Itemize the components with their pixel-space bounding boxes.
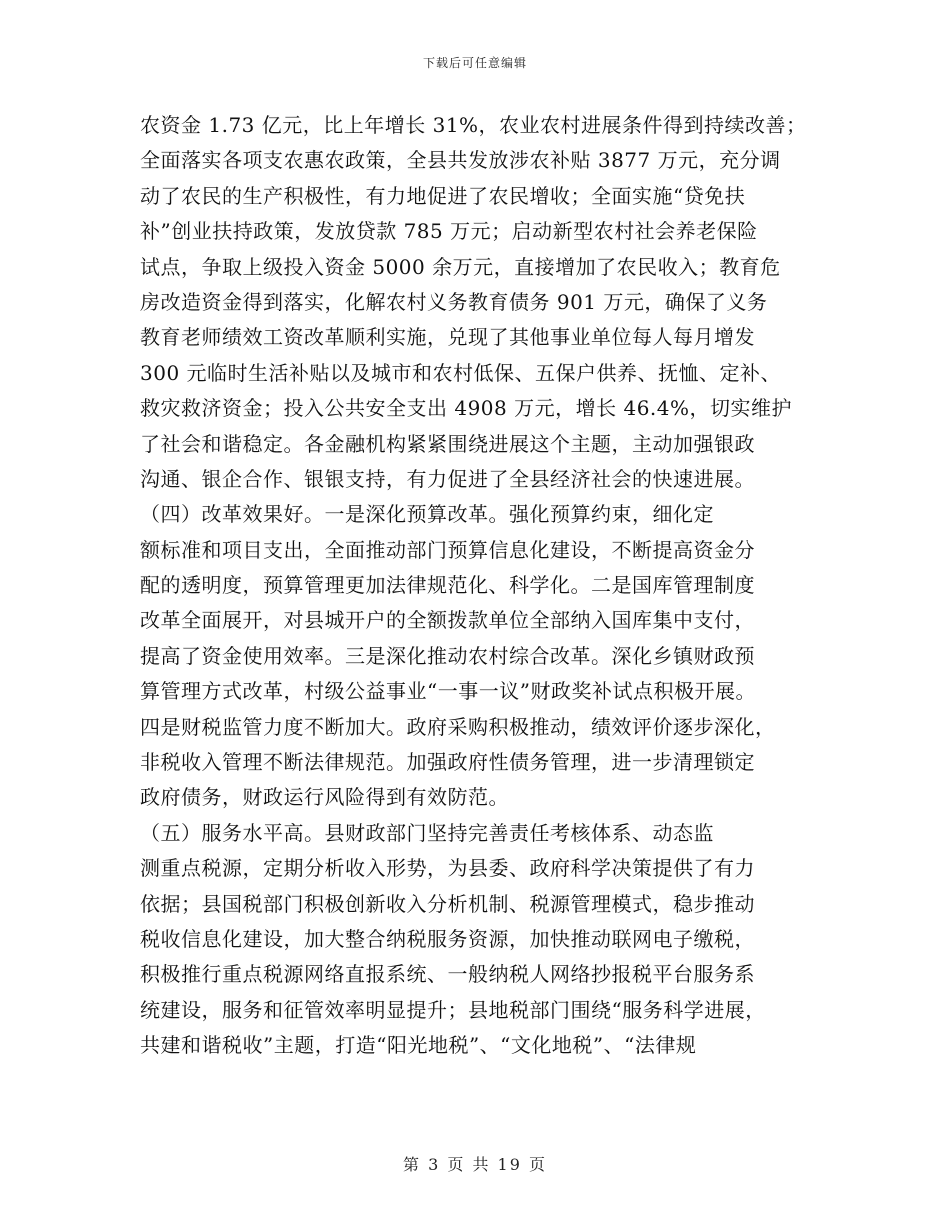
text-line: 救灾救济资金；投入公共安全支出 4908 万元，增长 46.4%，切实维护: [140, 396, 793, 421]
text-line: 算管理方式改革，村级公益事业“一事一议”财政奖补试点积极开展。: [140, 679, 756, 704]
text-line: 配的透明度，预算管理更加法律规范化、科学化。二是国库管理制度: [140, 573, 755, 598]
text-line: 了社会和谐稳定。各金融机构紧紧围绕进展这个主题，主动加强银政: [140, 431, 755, 456]
text-line: 改革全面展开，对县城开户的全额拨款单位全部纳入国库集中支付，: [140, 608, 755, 633]
text-line: 沟通、银企合作、银银支持，有力促进了全县经济社会的快速进展。: [140, 466, 755, 491]
text-line: 四是财税监管力度不断加大。政府采购积极推动，绩效评价逐步深化，: [140, 714, 776, 739]
text-line: 补”创业扶持政策，发放贷款 785 万元；启动新型农村社会养老保险: [140, 219, 758, 244]
text-line: 依据；县国税部门积极创新收入分析机制、税源管理模式，稳步推动: [140, 891, 755, 916]
page-number-footer: 第 3 页 共 19 页: [403, 1155, 547, 1174]
text-line: 房改造资金得到落实，化解农村义务教育债务 901 万元，确保了义务: [140, 289, 768, 314]
text-line: 提高了资金使用效率。三是深化推动农村综合改革。深化乡镇财政预: [140, 643, 755, 668]
text-line: 税收信息化建设，加大整合纳税服务资源，加快推动联网电子缴税，: [140, 926, 755, 951]
text-line: 政府债务，财政运行风险得到有效防范。: [140, 785, 509, 810]
document-body: [140, 108, 810, 1064]
text-line: 非税收入管理不断法律规范。加强政府性债务管理，进一步清理锁定: [140, 750, 755, 775]
text-line: 农资金 1.73 亿元，比上年增长 31%，农业农村进展条件得到持续改善；: [140, 113, 807, 137]
text-line: 积极推行重点税源网络直报系统、一般纳税人网络抄报税平台服务系: [140, 962, 755, 987]
text-line: 试点，争取上级投入资金 5000 余万元，直接增加了农民收入；教育危: [140, 254, 781, 279]
text-line: 300 元临时生活补贴以及城市和农村低保、五保户供养、抚恤、定补、: [140, 360, 782, 385]
text-line: （四）改革效果好。一是深化预算改革。强化预算约束，细化定: [140, 502, 714, 527]
text-line: 教育老师绩效工资改革顺利实施，兑现了其他事业单位每人每月增发: [140, 325, 755, 350]
text-line: （五）服务水平高。县财政部门坚持完善责任考核体系、动态监: [140, 820, 714, 845]
text-line: 额标准和项目支出，全面推动部门预算信息化建设，不断提高资金分: [140, 537, 755, 562]
text-line: 共建和谐税收”主题，打造“阳光地税”、“文化地税”、“法律规: [140, 1033, 697, 1058]
page-header: 下载后可任意编辑: [422, 56, 527, 70]
text-line: 全面落实各项支农惠农政策，全县共发放涉农补贴 3877 万元，充分调: [140, 148, 781, 173]
text-line: 测重点税源，定期分析收入形势，为县委、政府科学决策提供了有力: [140, 856, 755, 881]
text-line: 统建设，服务和征管效率明显提升；县地税部门围绕“服务科学进展，: [140, 997, 766, 1022]
text-line: 动了农民的生产积极性，有力地促进了农民增收；全面实施“贷免扶: [140, 183, 746, 208]
